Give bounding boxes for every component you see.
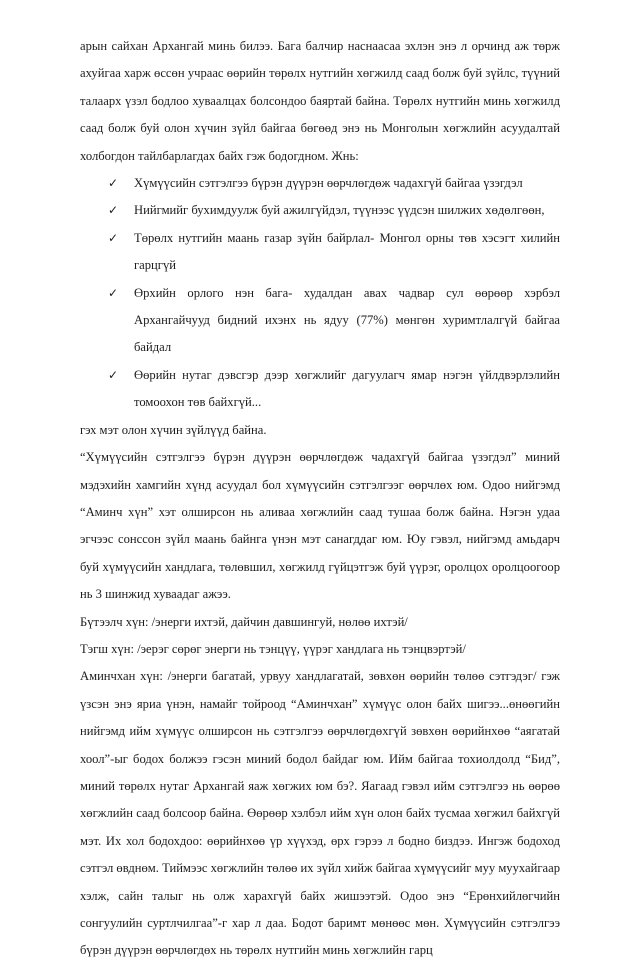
- body-paragraph: гэх мэт олон хүчин зүйлүүд байна.: [80, 422, 267, 437]
- check-mark-icon: ✓: [108, 230, 119, 245]
- checklist-item: ✓ Өрхийн орлого нэн бага- худалдан авах чадвар сул өөрөөр хэрбэл Архангайчууд бидний ихэнх нь ядуу (77%) мөнгөн хуримтлалгүй байгаа байдал: [108, 280, 560, 362]
- check-mark-icon: ✓: [108, 203, 119, 218]
- check-mark-icon: ✓: [108, 176, 119, 191]
- checklist-item: ✓ Төрөлх нутгийн маань газар зүйн байрлал- Монгол орны төв хэсэгт хилийн гарцгүй: [108, 225, 560, 280]
- definition-balanced-person: Тэгш хүн: /эерэг сөрөг энерги нь тэнцүү, үүрэг хандлага нь тэнцвэртэй/: [80, 641, 466, 656]
- checklist-item: ✓ Хүмүүсийн сэтгэлгээ бүрэн дүүрэн өөрчлөгдөж чадахгүй байгаа үзэгдэл: [108, 170, 560, 197]
- check-mark-icon: ✓: [108, 367, 119, 382]
- checklist-item: ✓ Нийгмийг бухимдуулж буй ажилгүйдэл, түүнээс үүдсэн шилжих хөдөлгөөн,: [108, 197, 560, 224]
- checklist: [80, 170, 560, 417]
- checklist-item: ✓ Өөрийн нутаг дэвсгэр дээр хөгжлийг дагуулагч ямар нэгэн үйлдвэрлэлийн томоохон төв байхгүй...: [108, 362, 560, 417]
- body-paragraph: Аминчхан хүн: /энерги багатай, урвуу хандлагатай, зөвхөн өөрийн төлөө сэтгэдэг/ гэж үзсэн энэ яриа үнэн, намайг тойроод “Аминчхан” хүмүүс олон байх шигээ...өнөөгийн нийгэмд ийм хүмүүс олширсон нь сэтгэлгээ өөрчлөгдөхгүй зөвхөн өөрийнхөө “аягатай хоол”-ыг бодох болжээ гэсэн миний бодол байдаг юм. Ийм байгаа тохиолдолд “Бид”, миний төрөлх нутаг Архангай яаж хөгжих юм бэ?. Яагаад гэвэл ийм сэтгэлгээ нь өөрөө хөгжлийн саад болсоор байна. Өөрөөр хэлбэл ийм хүн олон байх тусмаа хөгжил байхгүй мэт. Их хол бодохдоо: өөрийнхөө үр хүүхэд, өрх гэрээ л бодно биздээ. Ингэж бодоход сэтгэл өвднөм. Тиймээс хөгжлийн төлөө их зүйл хийж байгаа хүмүүсийг муу муухайгаар хэлж, сайн талыг нь олж харахгүй байх жишээтэй. Одоо энэ “Ерөнхийлөгчийн сонгуулийн суртлчилгаа”-г хар л даа. Бодот баримт мөнөөс мөн. Хүмүүсийн сэтгэлгээ бүрэн дүүрэн өөрчлөгдөх нь төрөлх нутгийн минь хөгжлийн гарц: [80, 669, 560, 958]
- definition-creative-person: Бүтээлч хүн: /энерги ихтэй, дайчин давшингуй, нөлөө ихтэй/: [80, 614, 408, 629]
- document-body: [80, 33, 560, 965]
- body-paragraph: “Хүмүүсийн сэтгэлгээ бүрэн дүүрэн өөрчлөгдөж чадахгүй байгаа үзэгдэл” миний мэдэхийн хамгийн хүнд асуудал бол хүмүүсийн сэтгэлгээг өөрчлөх юм. Одоо нийгэмд “Аминч хүн” хэт олширсон нь аливаа хөгжлийн саад тушаа болж байна. Нэгэн удаа эгчээс сонссон зүйл маань байнга үнэн мэт санагддаг юм. Юу гэвэл, нийгэмд амьдарч буй хүмүүсийн хандлага, төлөвшил, хөгжилд гүйцэтгэж буй үүрэг, оролцох оролцоогоор нь 3 шинжид хуваадаг ажээ.: [80, 450, 560, 602]
- intro-paragraph: арын сайхан Архангай минь билээ. Бага балчир наснаасаа эхлэн энэ л орчинд аж төрж ахуйгаа харж өссөн учраас өөрийн төрөлх нутгийн хөгжилд саад болж буй зүйлс, түүний талаарх үзэл бодлоо хуваалцах болсондоо баяртай байна. Төрөлх нутгийн минь хөгжилд саад болж буй олон хүчин зүйл байгаа бөгөөд энэ нь Монголын хөгжлийн асуудалтай холбогдон тайлбарлагдах байх гэж бодогдном. Жнь:: [80, 39, 560, 163]
- check-mark-icon: ✓: [108, 285, 119, 300]
